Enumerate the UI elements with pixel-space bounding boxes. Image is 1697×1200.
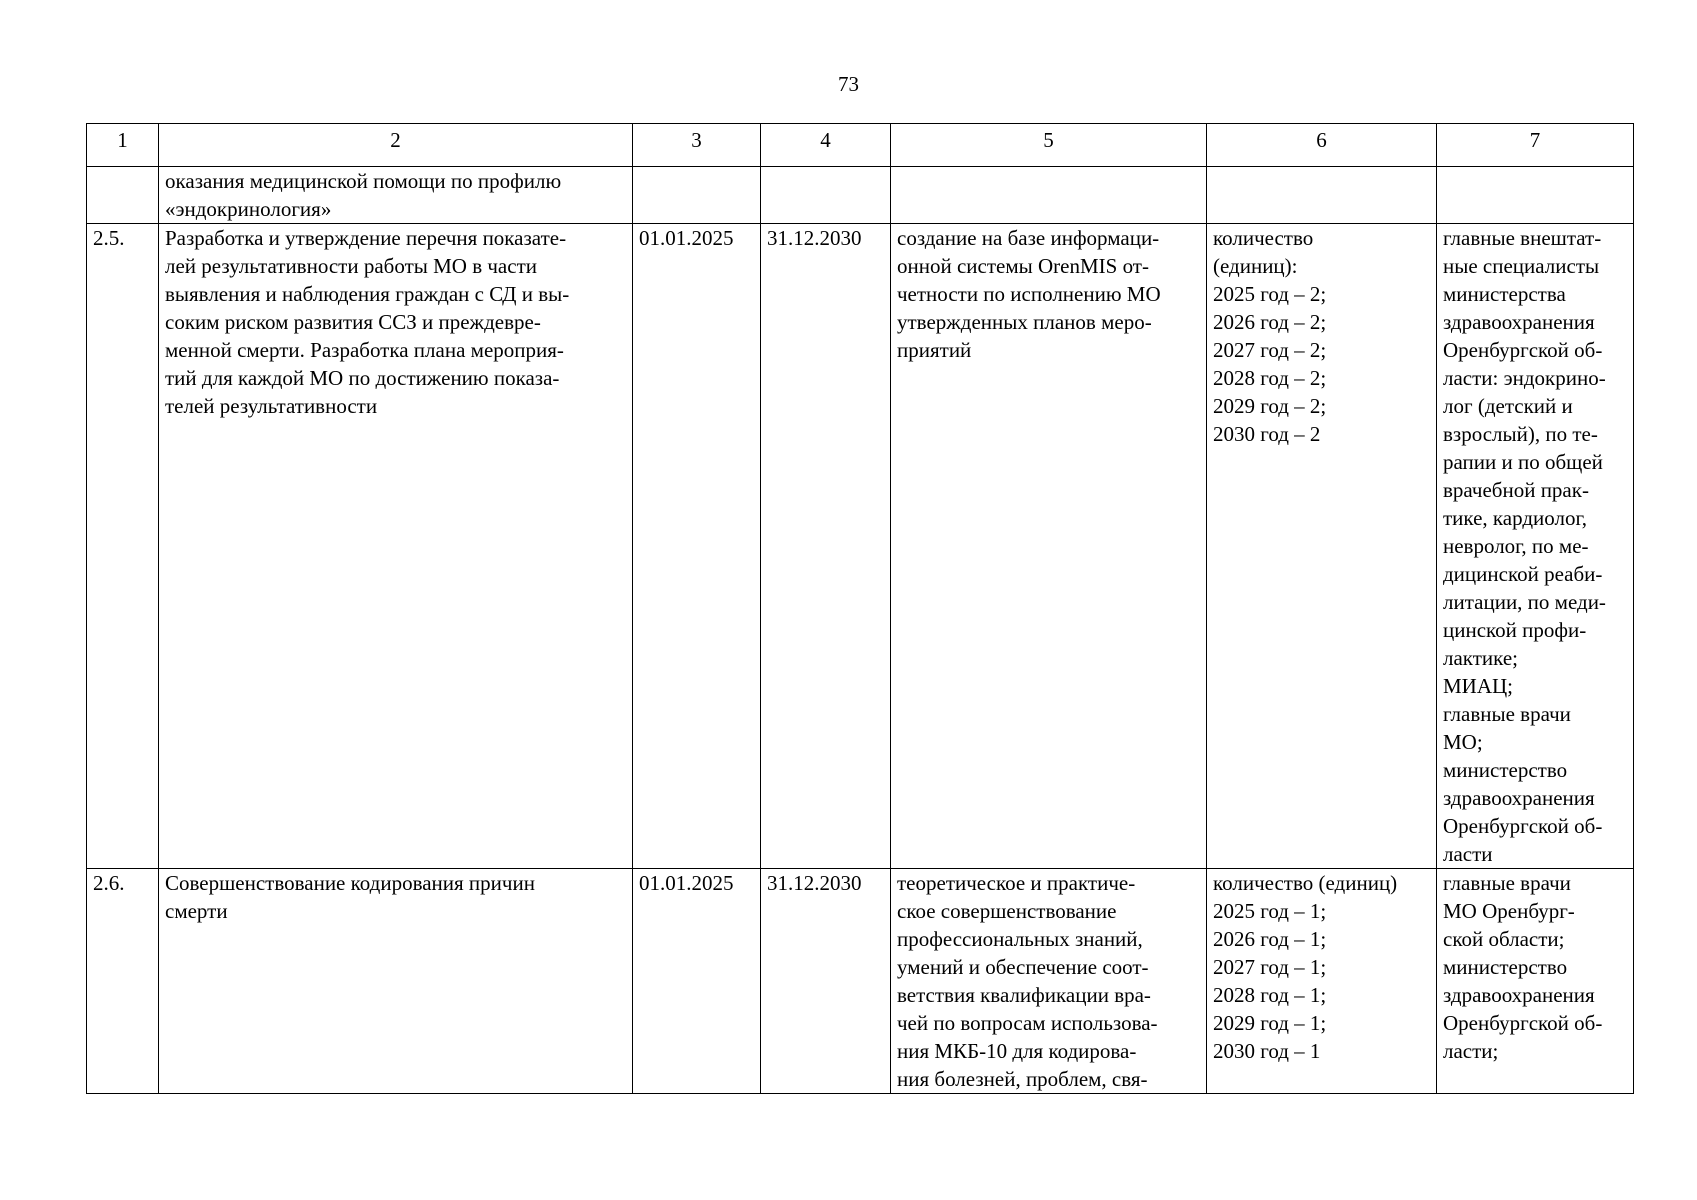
column-header-4: 4 — [761, 124, 891, 167]
column-header-6: 6 — [1207, 124, 1437, 167]
column-header-5: 5 — [891, 124, 1207, 167]
indicator-cell — [1207, 167, 1437, 224]
row-number-cell: 2.6. — [87, 869, 159, 1094]
responsible-cell: главные врачи МО Оренбург- ской области; министерство здравоохранения Оренбургской об- ласти; — [1437, 869, 1634, 1094]
responsible-cell: главные внештат- ные специалисты министерства здравоохранения Оренбургской об- ласти: эндокрино- лог (детский и взрослый), по те- рапии и по общей врачебной прак- тике, кардиолог, невролог, по ме- дицинской реаби- литации, по меди- цинской профи- лактике; МИАЦ; главные врачи МО; министерство здравоохранения Оренбургской об- ласти — [1437, 224, 1634, 869]
end-date-cell: 31.12.2030 — [761, 869, 891, 1094]
responsible-cell — [1437, 167, 1634, 224]
end-date-cell — [761, 167, 891, 224]
activity-cell: Разработка и утверждение перечня показате- лей результативности работы МО в части выявления и наблюдения граждан с СД и вы- соким риском развития ССЗ и преждевре- менной смерти. Разработка плана мероприя- тий для каждой МО по достижению показа- телей результативности — [159, 224, 633, 869]
activity-cell: Совершенствование кодирования причин смерти — [159, 869, 633, 1094]
result-cell: теоретическое и практиче- ское совершенствование профессиональных знаний, умений и обеспечение соот- ветствия квалификации вра- чей по вопросам использова- ния МКБ-10 для кодирова- ния болезней, проблем, свя- — [891, 869, 1207, 1094]
column-header-2: 2 — [159, 124, 633, 167]
start-date-cell: 01.01.2025 — [633, 869, 761, 1094]
column-header-1: 1 — [87, 124, 159, 167]
plan-table — [86, 123, 1634, 1094]
table-row — [87, 167, 1634, 224]
activity-cell: оказания медицинской помощи по профилю «эндокринология» — [159, 167, 633, 224]
header-row — [87, 124, 1634, 167]
result-cell: создание на базе информаци- онной системы OrenMIS от- четности по исполнению МО утвержденных планов меро- приятий — [891, 224, 1207, 869]
row-number-cell: 2.5. — [87, 224, 159, 869]
start-date-cell: 01.01.2025 — [633, 224, 761, 869]
page-number: 73 — [838, 72, 859, 96]
start-date-cell — [633, 167, 761, 224]
result-cell — [891, 167, 1207, 224]
indicator-cell: количество (единиц): 2025 год – 2; 2026 год – 2; 2027 год – 2; 2028 год – 2; 2029 год – 2; 2030 год – 2 — [1207, 224, 1437, 869]
row-number-cell — [87, 167, 159, 224]
table-row — [87, 224, 1634, 869]
table-row — [87, 869, 1634, 1094]
column-header-7: 7 — [1437, 124, 1634, 167]
column-header-3: 3 — [633, 124, 761, 167]
indicator-cell: количество (единиц) 2025 год – 1; 2026 год – 1; 2027 год – 1; 2028 год – 1; 2029 год – 1; 2030 год – 1 — [1207, 869, 1437, 1094]
end-date-cell: 31.12.2030 — [761, 224, 891, 869]
